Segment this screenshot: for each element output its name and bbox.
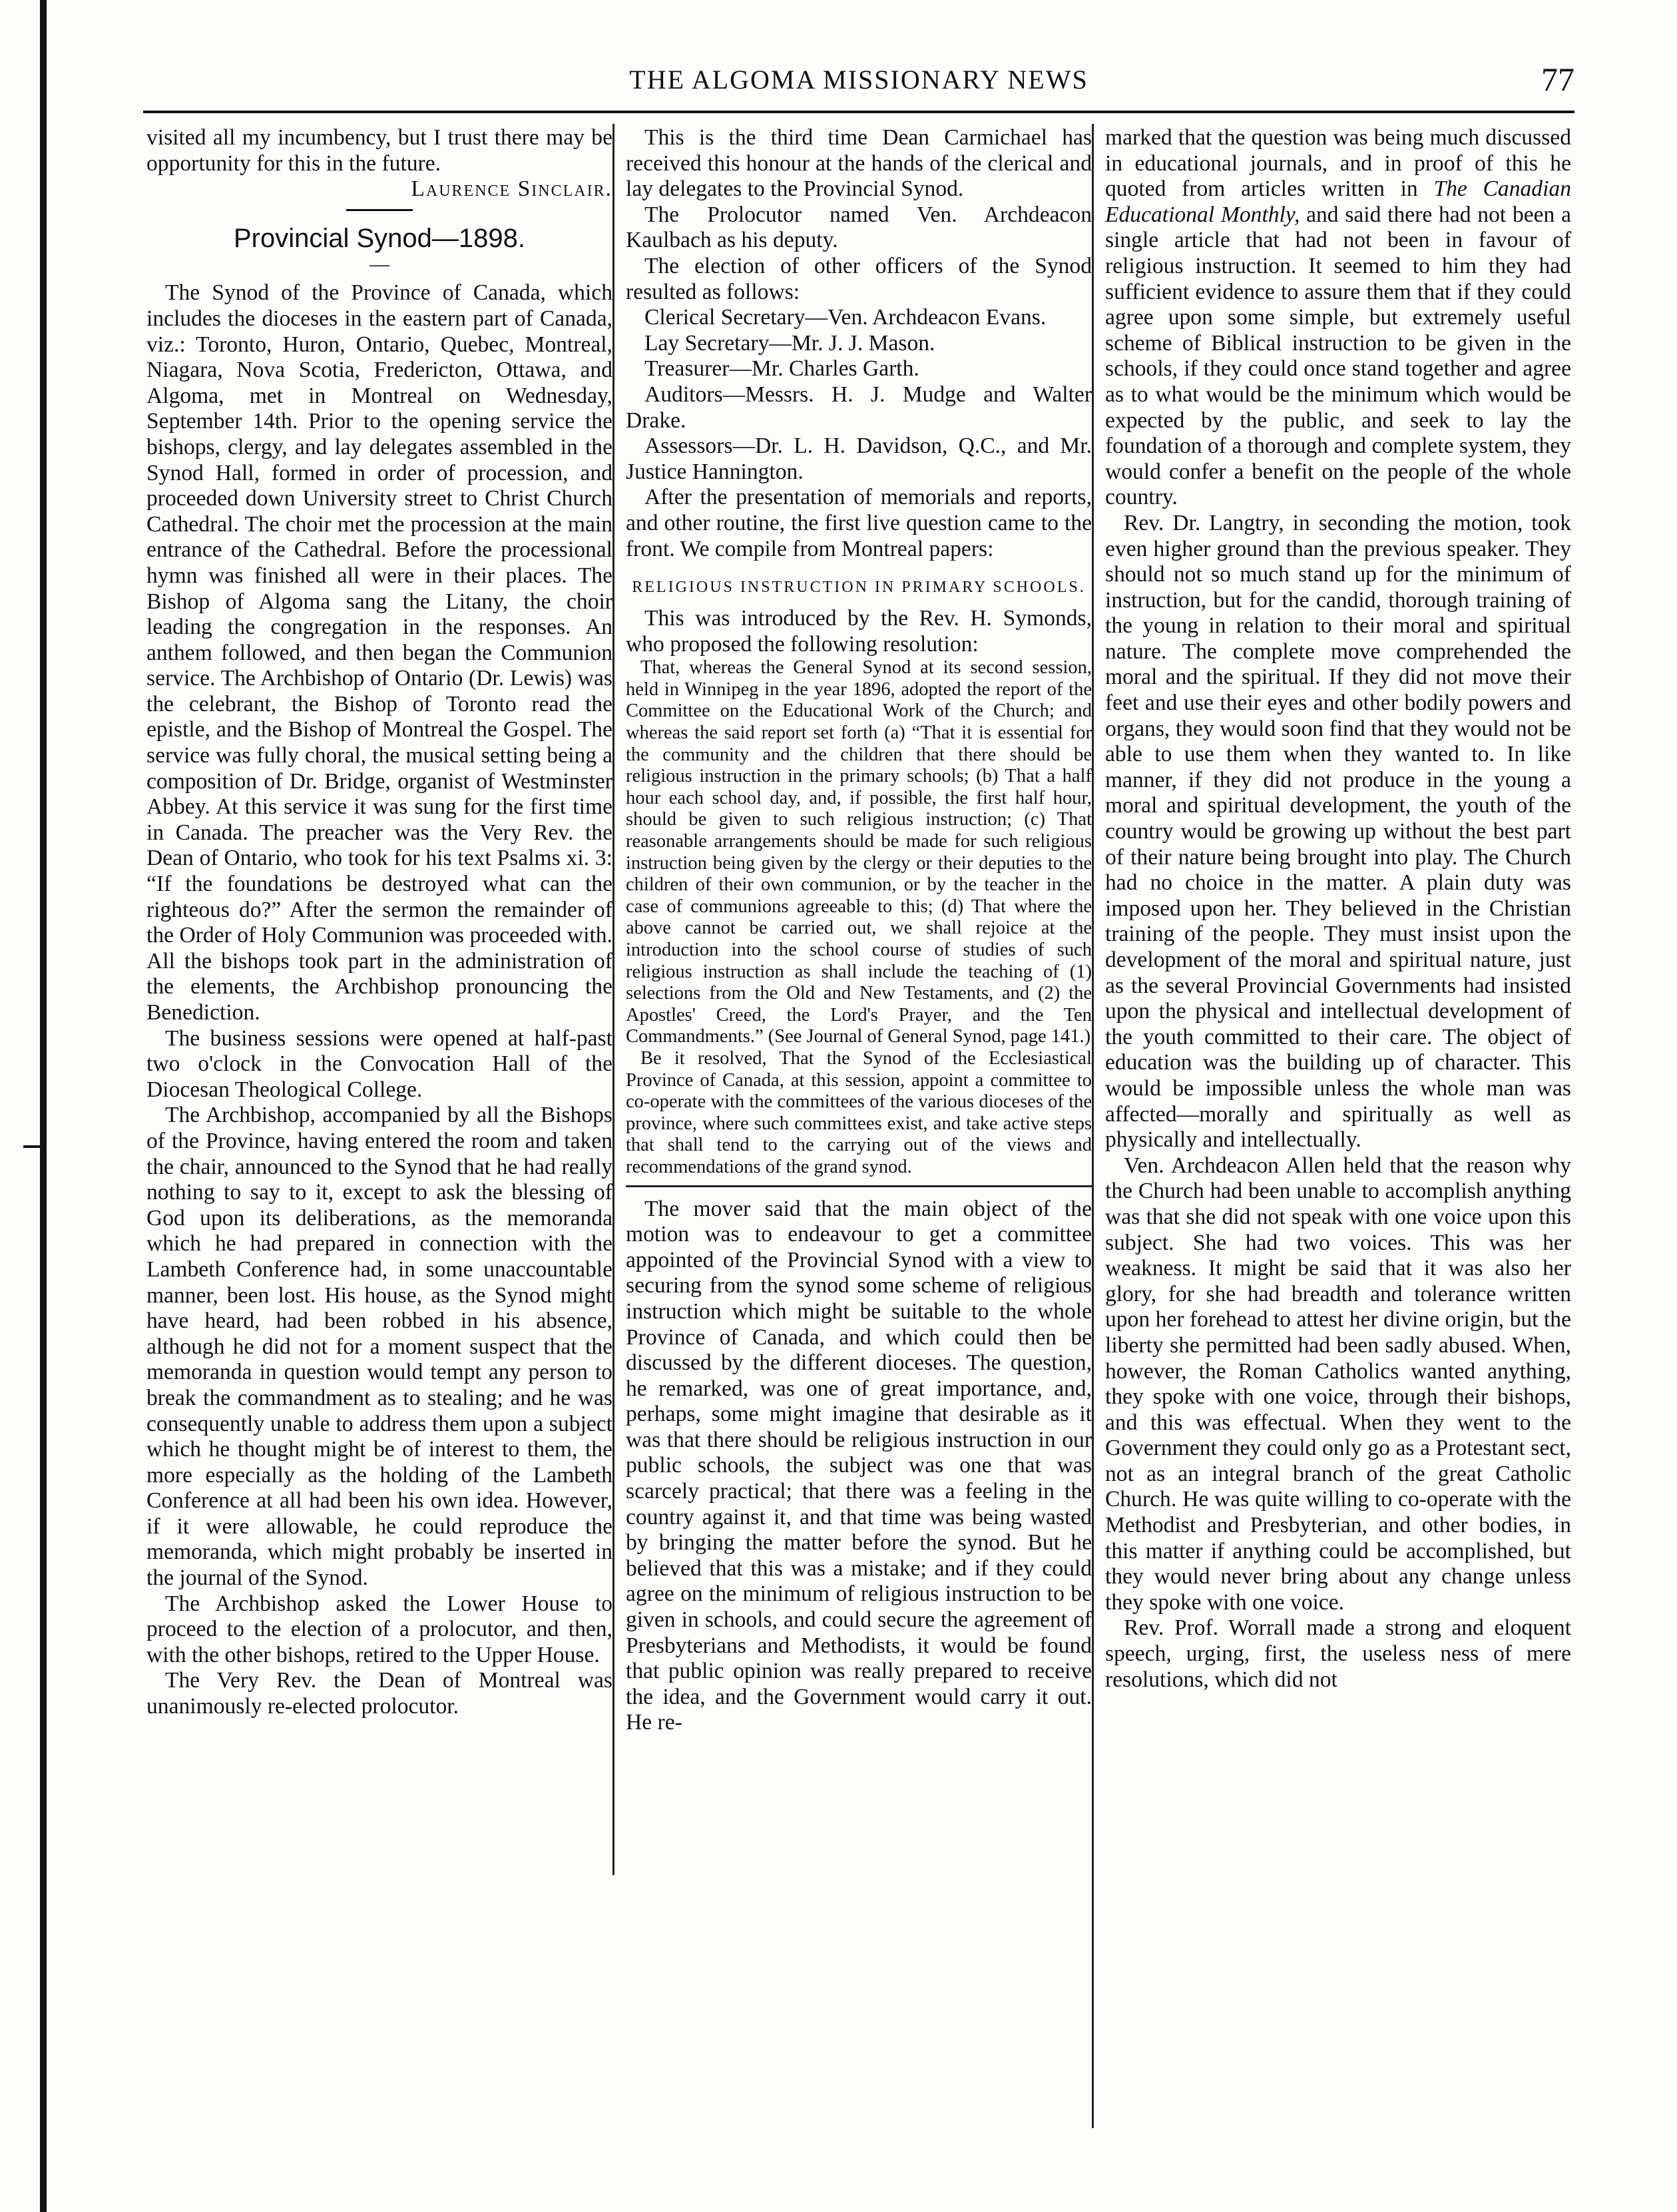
paragraph: The business sessions were opened at half-past two o'clock in the Convocation Hall of the Diocesan Theological College. [146, 1025, 612, 1102]
paragraph: The Archbishop asked the Lower House to proceed to the election of a prolocutor, and then, with the other bishops, retired to the Upper House. [146, 1591, 612, 1667]
binding-mark [23, 1145, 43, 1148]
article-separator [346, 209, 413, 211]
column-divider-1 [612, 124, 614, 1875]
list-item: Auditors—Messrs. H. J. Mudge and Walter Drake. [626, 382, 1092, 433]
list-item: Clerical Secretary—Ven. Archdeacon Evans. [644, 305, 1047, 330]
paragraph: Ven. Archdeacon Allen held that the reason why the Church had been unable to accomplish anything was that she did not speak with one voice upon this subject. She had two voices. This was her weakness. It might be said that it was also her glory, for she had breadth and tolerance written upon her forehead to attest her divine origin, but the liberty she permitted had been sadly abused. When, however, the Roman Catholics wanted anything, they spoke with one voice, through their bishops, and this was effectual. When they went to the Government they could only go as a Protestant sect, not as an integral branch of the great Catholic Church. He was quite willing to co-operate with the Methodist and Presbyterian, and other bodies, in this matter if anything could be accomplished, but they would never bring about any change unless they spoke with one voice. [1105, 1153, 1571, 1615]
page-number: 77 [1541, 61, 1574, 98]
title-dash: — [369, 253, 389, 276]
paragraph: Rev. Dr. Langtry, in seconding the motion, took even higher ground than the previous speaker. They should not so much stand up for the minimum of instruction, but for the candid, thorough training of the young in relation to their moral and spiritual nature. The complete move comprehended the moral and the spiritual. If they did not move their feet and use their eyes and other bodily powers and organs, they would soon find that they would not be able to use them when they wanted to. In like manner, if they did not produce in the young a moral and spiritual development, the youth of the country would be growing up without the best part of their nature being brought into play. The Church had no choice in the matter. A plain duty was imposed upon her. They believed in the Christian training of the people. They must insist upon the development of the moral and spiritual nature, just as the several Provincial Governments had insisted upon the physical and intellectual development of the youth committed to their care. The object of education was the building up of character. This would be impossible unless the whole man was affected—morally and spiritually as well as physically and intellectually. [1105, 510, 1571, 1153]
paragraph: This was introduced by the Rev. H. Symonds, who proposed the following resolution: [626, 606, 1092, 657]
journal-title: The Canadian Educational Monthly, [1105, 176, 1571, 227]
paragraph: The election of other officers of the Synod resulted as follows: [626, 253, 1092, 304]
running-title: THE ALGOMA MISSIONARY NEWS [629, 65, 1088, 95]
paragraph: The Archbishop, accompanied by all the Bishops of the Province, having entered the room and taken the chair, announced to the Synod that he had really nothing to say to it, except to ask the blessing of God upon its deliberations, as the memoranda which he had prepared in connection with the Lambeth Conference had, in some unaccountable manner, been lost. His house, as the Synod might have heard, had been robbed in his absence, although he did not for a moment suspect that the memoranda in question would tempt any person to break the commandment as to stealing; and he was consequently unable to address them upon a subject which he thought might be of interest to them, the more especially as the holding of the Lambeth Conference at all had been his own idea. However, if it were allowable, he could reproduce the memoranda, which might probably be inserted in the journal of the Synod. [146, 1103, 612, 1591]
binding-edge [40, 0, 47, 2212]
page-header [143, 61, 1574, 104]
paragraph: This is the third time Dean Carmichael has received this honour at the hands of the clerical and lay delegates to the Provincial Synod. [626, 125, 1092, 202]
officers-list [626, 305, 1092, 485]
section-subheading: RELIGIOUS INSTRUCTION IN PRIMARY SCHOOLS. [632, 579, 1086, 597]
column-divider-2 [1092, 124, 1094, 2128]
paragraph: The Synod of the Province of Canada, which includes the dioceses in the eastern part of Canada, viz.: Toronto, Huron, Ontario, Quebec, Montreal, Niagara, Nova Scotia, Fredericton, Ottawa, and Algoma, met in Montreal on Wednesday, September 14th. Prior to the opening service the bishops, clergy, and lay delegates assembled in the Synod Hall, formed in order of procession, and proceeded down University street to Christ Church Cathedral. The choir met the procession at the main entrance of the Cathedral. Before the processional hymn was finished all were in their places. The Bishop of Algoma sang the Litany, the choir leading the congregation in the responses. An anthem followed, and then began the Communion service. The Archbishop of Ontario (Dr. Lewis) was the celebrant, the Bishop of Toronto read the epistle, and the Bishop of Montreal the Gospel. The service was fully choral, the musical setting being a composition of Dr. Bridge, organist of Westminster Abbey. At this service it was sung for the first time in Canada. The preacher was the Very Rev. the Dean of Ontario, who took for his text Psalms xi. 3: “If the foundations be destroyed what can the righteous do?” After the sermon the remainder of the Order of Holy Communion was proceeded with. All the bishops took part in the administration of the elements, the Archbishop pronouncing the Benediction. [146, 280, 612, 1025]
paragraph: After the presentation of memorials and reports, and other routine, the first live question came to the front. We compile from Montreal papers: [626, 485, 1092, 561]
paragraph: The Prolocutor named Ven. Archdeacon Kaulbach as his deputy. [626, 202, 1092, 253]
resolution-paragraph: That, whereas the General Synod at its second session, held in Winnipeg in the year 1896, adopted the report of the Committee on the Educational Work of the Church; and whereas the said report set forth (a) “That it is essential for the community and the children that there should be religious instruction in the primary schools; (b) That a half hour each school day, and, if possible, the first half hour, should be given to such religious instruction; (c) That reasonable arrangements should be made for such religious instruction being given by the clergy or their deputies to the children of their own communion, or by the teacher in the case of communions agreeable to this; (d) That where the above cannot be carried out, we shall rejoice at the introduction into the school course of studies of such religious instruction as shall include the teaching of (1) selections from the Old and New Testaments, and (2) the Apostles' Creed, the Lord's Prayer, and the Ten Commandments.” (See Journal of General Synod, page 141.) [626, 657, 1092, 1047]
resolution-paragraph: Be it resolved, That the Synod of the Ecclesiastical Province of Canada, at this session, appoint a committee to co-operate with the committees of the various dioceses of the province, where such committees exist, and take active steps that shall tend to the carrying out of the views and recommendations of the grand synod. [626, 1047, 1092, 1177]
column-3 [1105, 125, 1571, 1693]
previous-article-ending: visited all my incumbency, but I trust there may be opportunity for this in the future. [146, 125, 612, 176]
paragraph: Rev. Prof. Worrall made a strong and eloquent speech, urging, first, the useless ness of mere resolutions, which did not [1105, 1615, 1571, 1692]
list-item: Treasurer—Mr. Charles Garth. [644, 356, 919, 382]
paragraph: The Very Rev. the Dean of Montreal was unanimously re-elected prolocutor. [146, 1668, 612, 1719]
paragraph-continued [1105, 125, 1571, 511]
previous-article-signature: Laurence Sinclair. [411, 176, 612, 202]
list-item: Assessors—Dr. L. H. Davidson, Q.C., and Mr. Justice Hannington. [626, 433, 1092, 484]
resolution-rule [626, 1185, 1092, 1187]
column-2 [626, 125, 1092, 1736]
header-rule [143, 111, 1574, 113]
paragraph: The mover said that the main object of the motion was to endeavour to get a committee appointed of the Provincial Synod with a view to securing from the synod some scheme of religious instruction which might be suitable to the whole Province of Canada, and which could then be discussed by the different dioceses. The question, he remarked, was one of great importance, and, perhaps, some might imagine that desirable as it was that there should be religious instruction in our public schools, the subject was one that was scarcely practical; that there was a feeling in the country against it, and that time was being wasted by bringing the matter before the synod. But he believed that this was a mistake; and if they could agree on the minimum of religious instruction to be given in schools, and could secure the agreement of Presbyterians and Methodists, it would be found that public opinion was really prepared to receive the idea, and the Government would carry it out. He re- [626, 1196, 1092, 1735]
list-item: Lay Secretary—Mr. J. J. Mason. [644, 330, 935, 356]
resolution-block [626, 657, 1092, 1178]
text-run: marked that the question was being much discussed in educational journals, and in proof of this he quoted from articles written in [1105, 125, 1571, 202]
column-1 [146, 125, 612, 1720]
text-run: and said there had not been a single article that had not been in favour of religious instruction. It seemed to him they had sufficient evidence to assure them that if they could agree upon some simple, but extremely useful scheme of Biblical instruction to be given in the schools, if they could once stand together and agree as to what would be the minimum which would be expected by the public, and seek to lay the foundation of a thorough and complete system, they would confer a benefit on the people of the whole country. [1105, 202, 1571, 510]
article-title: Provincial Synod—1898. [233, 223, 526, 253]
